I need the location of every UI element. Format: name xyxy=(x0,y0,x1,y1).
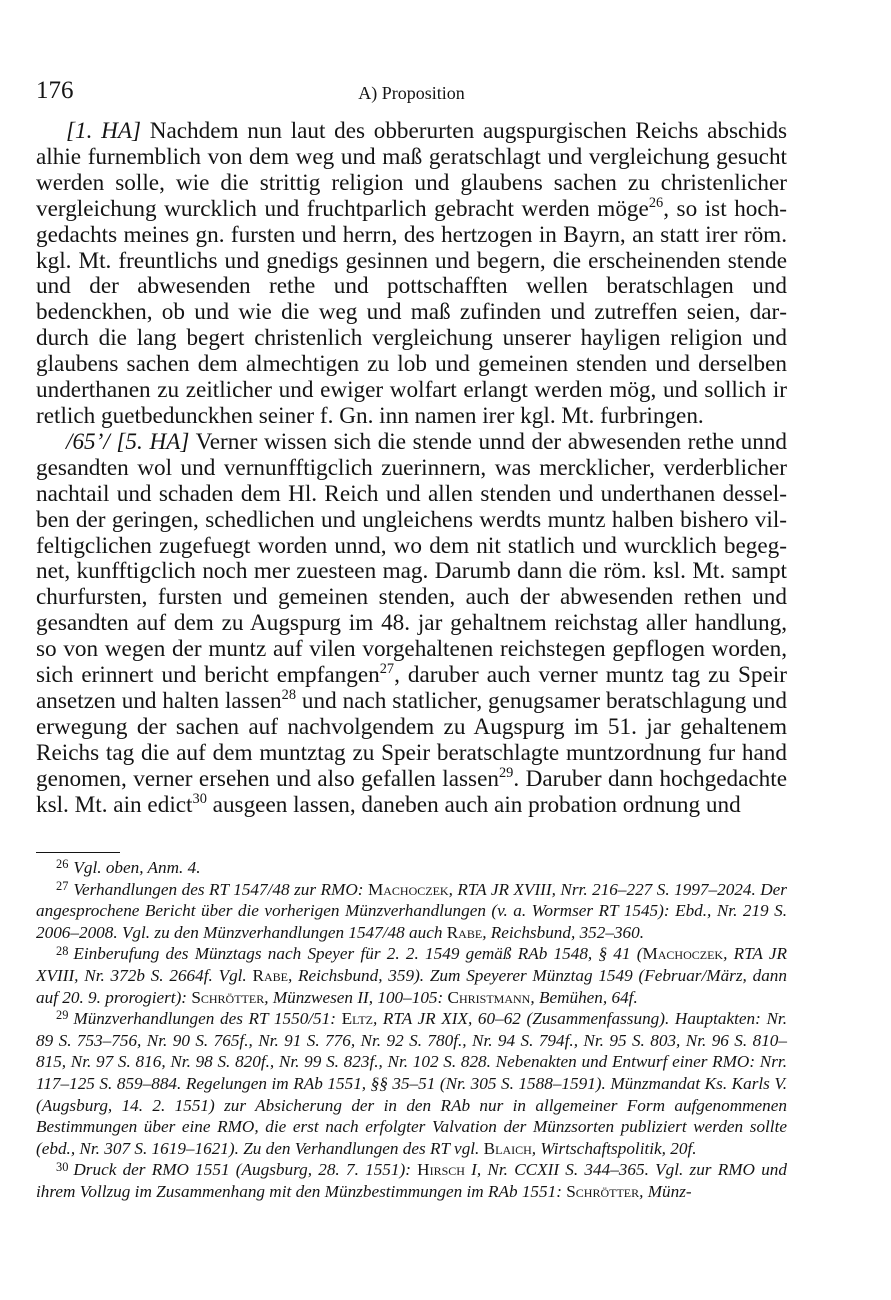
footnote-ref: 29 xyxy=(498,764,514,781)
paragraph-ref: /65’/ [5. HA] xyxy=(66,428,190,455)
footnote-text: , RTA JR XVIII, Nr. 372b S. 2664f. Vgl. xyxy=(36,944,787,985)
paragraph-text: . Daruber dann hochgedachte ksl. Mt. ain edict xyxy=(36,765,787,818)
footnote xyxy=(36,1008,787,1159)
footnotes xyxy=(36,857,787,1203)
footnote-number: 28 xyxy=(56,943,69,958)
author-name: Christmann xyxy=(447,987,531,1007)
footnote xyxy=(36,857,787,879)
paragraph-text: Nachdem nun laut des obberurten augspurgischen Reichs abschids alhie furnemblich von dem weg und maß geratschlagt und vergleichung gesucht werden solle, wie die strittig religion und glaubens sachen zu christenlicher vergleichung wurcklich und fruchtparlich gebracht werden möge xyxy=(36,118,787,222)
author-name: Machoczek xyxy=(367,879,449,899)
paragraph-ref: [1. HA] xyxy=(66,118,142,144)
footnote-ref: 30 xyxy=(192,790,207,807)
paragraph-text: Verner wissen sich die stende unnd der abwesenden rethe unnd gesandten wol und vernunfftigclich zuerinnern, was mercklicher, verderblicher nachtail und schaden dem Hl. Reich und allen stenden und underthanen desselben der geringen, schedlichen und ungleichens werdts muntz halben bishero vilfeltigclichen zugefuegt worden unnd, wo dem nit statlich und wurcklich begegnet, kunfftigclich noch mer zuesteen mag. Darumb dann die röm. ksl. Mt. sampt churfursten, fursten und gemeinen stenden, auch der abwesenden rethen und gesandten auf dem zu Augspurg im 48. jar gehaltnem reichstag aller handlung, so von wegen der muntz auf vilen vorgehaltenen reichstegen gepflogen worden, sich erinnert und bericht empfangen xyxy=(36,428,788,689)
footnote xyxy=(36,943,787,1008)
footnote-divider xyxy=(36,852,120,853)
footnote-text: , RTA JR XVIII, Nrr. 216–227 S. 1997–2024. Der angesprochene Bericht über die vorherigen Münzverhandlungen (v. a. Wormser RT 1545): Ebd., Nr. 219 S. 2006–2008. Vgl. zu den Münzverhandlungen 1547/48 auch xyxy=(36,879,787,942)
footnote-text: Einberufung des Münztags nach Speyer für 2. 2. 1549 gemäß RAb 1548, § 41 ( xyxy=(73,944,643,964)
main-text xyxy=(36,119,787,818)
footnote-text: , Bemühen, 64f. xyxy=(530,987,638,1007)
author-name: Eltz xyxy=(341,1009,373,1029)
paragraph-text: , daruber auch verner muntz tag zu Speir ansetzen und halten lassen xyxy=(36,662,787,714)
paragraph-text: , so ist hochgedachts meines gn. fursten und herrn, des hertzogen in Bayrn, an statt irer röm. kgl. Mt. freuntlichs und gnedigs gesinnen und begern, die erscheinenden stende und der abwesenden rethe und pottschafften wellen beratschlagen und bedenckhen, ob und wie die weg und maß zufinden und zutreffen seien, dardurch die lang begert christenlich vergleichung unserer hayligen religion und glaubens sachen dem almechtigen zu lob und gemeinen stenden und derselben underthanen zu zeitlicher und ewiger wolfart erlangt werden mög, und sollich ir retlich guetbedunckhen seiner f. Gn. inn namen irer kgl. Mt. furbringen. xyxy=(36,195,787,429)
footnote-text: , Münz- xyxy=(639,1181,692,1201)
footnote-text: , Reichsbund, 359). Zum Speyerer Münztag 1549 (Februar/März, dann auf 20. 9. prorogiert): xyxy=(36,965,787,1007)
footnote-text: Druck der RMO 1551 (Augsburg, 28. 7. 1551): xyxy=(73,1160,418,1180)
page-number: 176 xyxy=(36,77,74,104)
author-name: Blaich xyxy=(483,1138,532,1158)
author-name: Machoczek xyxy=(642,944,724,964)
paragraph-proposition-5 xyxy=(36,430,787,819)
footnote xyxy=(36,879,787,944)
author-name: Rabe xyxy=(252,965,288,985)
footnote-text: I, Nr. CCXII S. 344–365. Vgl. zur RMO und ihrem Vollzug im Zusammenhang mit den Münzbestimmungen im RAb 1551: xyxy=(36,1160,787,1201)
page-header xyxy=(36,76,787,110)
footnote-number: 30 xyxy=(56,1159,69,1174)
book-page xyxy=(36,0,787,1300)
footnote-text: Vgl. oben, Anm. 4. xyxy=(73,858,201,877)
footnote-number: 29 xyxy=(56,1008,69,1023)
footnote-text: Münzverhandlungen des RT 1550/51: xyxy=(73,1009,342,1029)
footnote-text: , Münzwesen II, 100–105: xyxy=(264,987,448,1007)
author-name: Schrötter xyxy=(566,1181,640,1201)
footnote-ref: 27 xyxy=(379,661,395,678)
author-name: Schrötter xyxy=(191,987,265,1007)
footnote-text: , RTA JR XIX, 60–62 (Zusammenfassung). Hauptakten: Nr. 89 S. 753–756, Nr. 90 S. 765f., Nr. 91 S. 776, Nr. 92 S. 780f., Nr. 94 S. 794f., Nr. 95 S. 803, Nr. 96 S. 810–815, Nr. 97 S. 816, Nr. 98 S. 820f., Nr. 99 S. 823f., Nr. 102 S. 828. Nebenakten und Entwurf einer RMO: Nrr. 117–125 S. 859–884. Regelungen im RAb 1551, §§ 35–51 (Nr. 305 S. 1588–1591). Münzmandat Ks. Karls V. (Augsburg, 14. 2. 1551) zur Absicherung der in den RAb nur in allgemeiner Form aufgenommenen Bestimmungen über eine RMO, die erst nach erfolgter Valvation der Münzsorten publiziert werden sollte (ebd., Nr. 307 S. 1619–1621). Zu den Verhandlungen des RT vgl. xyxy=(36,1009,788,1158)
footnote-text: , Reichsbund, 352–360. xyxy=(482,922,645,942)
paragraph-proposition-1 xyxy=(36,119,787,430)
footnote-number: 26 xyxy=(56,857,69,872)
footnote-ref: 26 xyxy=(648,194,664,211)
footnote xyxy=(36,1159,787,1202)
running-head: A) Proposition xyxy=(358,83,465,103)
paragraph-text: und nach statlicher, genugsamer beratschlagung und erwegung der sachen auf nachvolgendem zu Augspurg im 51. jar gehaltenem Reichs tag die auf dem muntztag zu Speir beratschlagte muntzordnung fur hand genomen, verner ersehen und also gefallen lassen xyxy=(36,687,787,792)
footnote-text: Verhandlungen des RT 1547/48 zur RMO: xyxy=(73,879,368,899)
paragraph-text: ausgeen lassen, daneben auch ain probation ordnung und xyxy=(206,791,741,818)
footnote-ref: 28 xyxy=(281,687,297,704)
footnote-text: , Wirtschaftspolitik, 20f. xyxy=(531,1138,697,1158)
author-name: Rabe xyxy=(446,922,483,942)
footnote-number: 27 xyxy=(56,878,69,893)
author-name: Hirsch xyxy=(417,1160,465,1180)
